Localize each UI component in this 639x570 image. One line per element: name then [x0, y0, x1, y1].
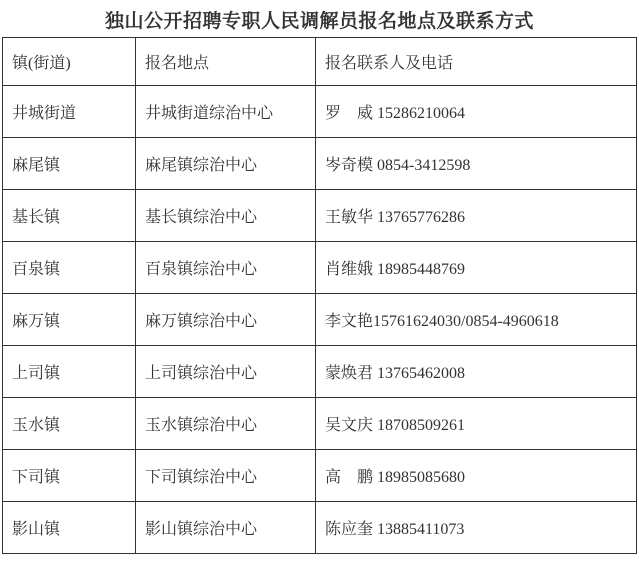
cell-location: 井城街道综治中心: [136, 86, 316, 138]
table-row: [3, 294, 637, 346]
cell-town: 麻尾镇: [3, 138, 136, 190]
cell-town: 上司镇: [3, 346, 136, 398]
table-row: [3, 450, 637, 502]
cell-location: 百泉镇综治中心: [136, 242, 316, 294]
cell-contact: 李文艳15761624030/0854-4960618: [316, 294, 637, 346]
cell-contact: 岑奇模 0854-3412598: [316, 138, 637, 190]
cell-town: 玉水镇: [3, 398, 136, 450]
header-contact: 报名联系人及电话: [316, 38, 637, 86]
cell-location: 基长镇综治中心: [136, 190, 316, 242]
table-row: [3, 242, 637, 294]
cell-contact: 高 鹏 18985085680: [316, 450, 637, 502]
cell-location: 影山镇综治中心: [136, 502, 316, 554]
cell-location: 麻万镇综治中心: [136, 294, 316, 346]
cell-location: 上司镇综治中心: [136, 346, 316, 398]
cell-location: 下司镇综治中心: [136, 450, 316, 502]
header-location: 报名地点: [136, 38, 316, 86]
cell-contact: 肖维娥 18985448769: [316, 242, 637, 294]
cell-town: 基长镇: [3, 190, 136, 242]
table-header-row: [3, 38, 637, 86]
cell-contact: 蒙焕君 13765462008: [316, 346, 637, 398]
cell-town: 百泉镇: [3, 242, 136, 294]
page-title: 独山公开招聘专职人民调解员报名地点及联系方式: [104, 11, 534, 32]
cell-location: 玉水镇综治中心: [136, 398, 316, 450]
table-row: [3, 398, 637, 450]
cell-contact: 罗 威 15286210064: [316, 86, 637, 138]
cell-town: 下司镇: [3, 450, 136, 502]
cell-town: 影山镇: [3, 502, 136, 554]
table-row: [3, 86, 637, 138]
table-row: [3, 346, 637, 398]
cell-location: 麻尾镇综治中心: [136, 138, 316, 190]
table-row: [3, 190, 637, 242]
contact-table: [2, 37, 637, 554]
cell-town: 井城街道: [3, 86, 136, 138]
table-row: [3, 138, 637, 190]
cell-contact: 王敏华 13765776286: [316, 190, 637, 242]
table-row: [3, 502, 637, 554]
cell-contact: 陈应奎 13885411073: [316, 502, 637, 554]
cell-contact: 吴文庆 18708509261: [316, 398, 637, 450]
cell-town: 麻万镇: [3, 294, 136, 346]
header-town: 镇(街道): [3, 38, 136, 86]
